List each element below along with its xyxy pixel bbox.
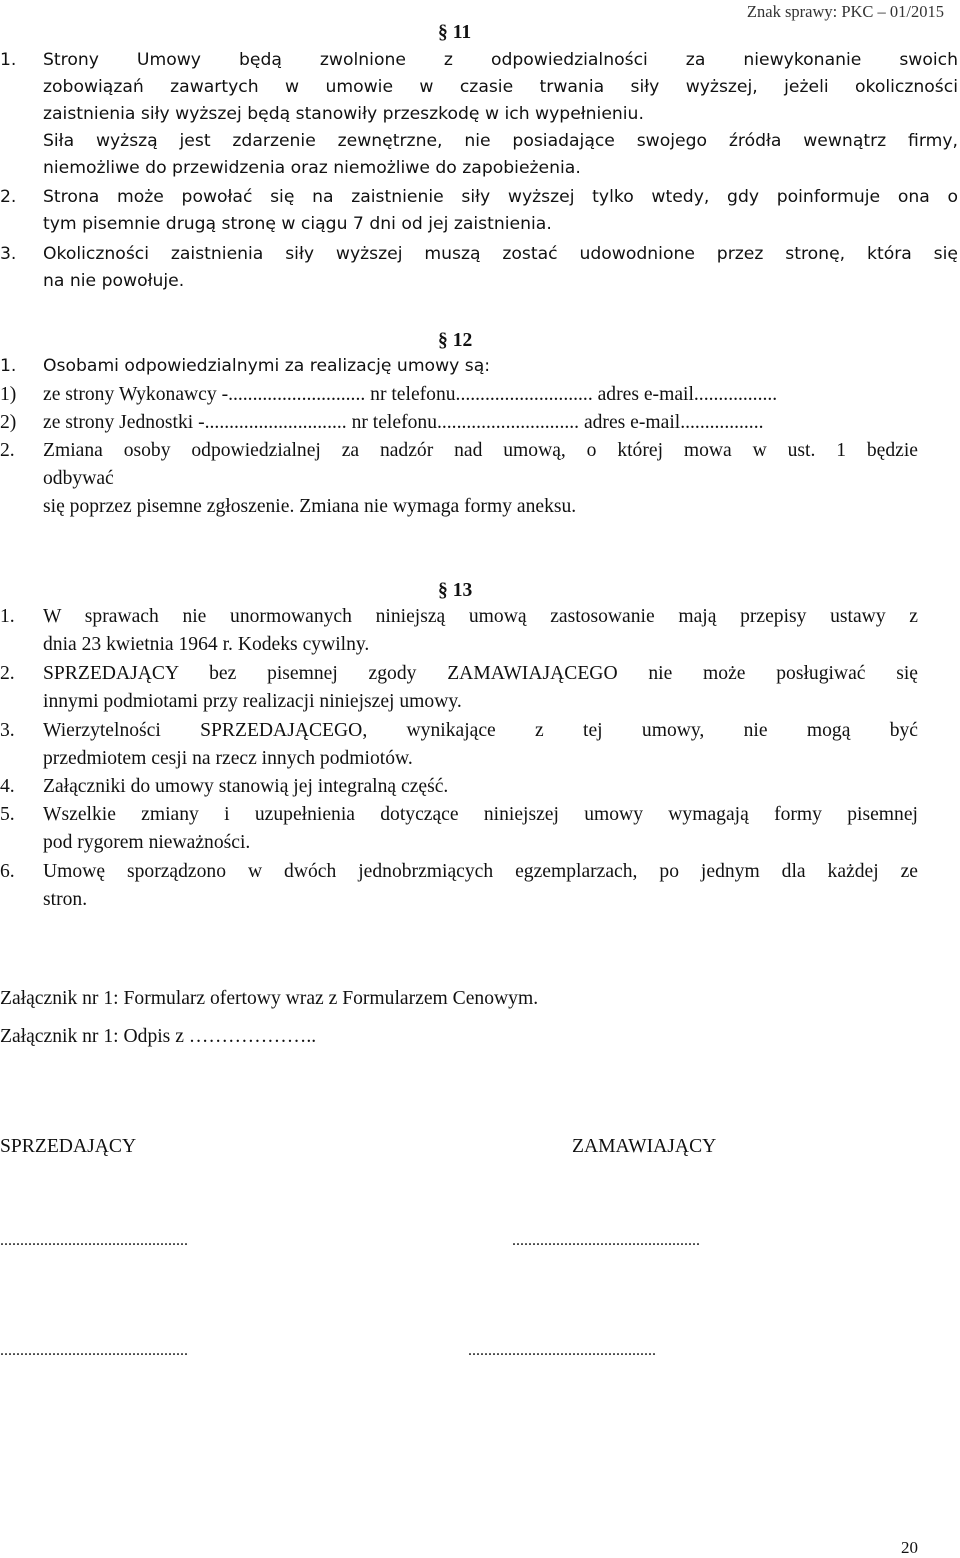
item-number: 1) [0,384,17,405]
text-line: Strony Umowy będą zwolnione z odpowiedzialności za niewykonanie swoich [43,50,958,70]
seller-label: SPRZEDAJĄCY [0,1136,137,1157]
attachment-1: Załącznik nr 1: Formularz ofertowy wraz z Formularzem Cenowym. [0,988,539,1009]
text-line: przedmiotem cesji na rzecz innych podmiotów. [43,748,413,769]
text-line: niemożliwe do przewidzenia oraz niemożliwe do zapobieżenia. [43,158,581,178]
paragraph-number: 1. [0,606,15,627]
paragraph-number: 3. [0,720,15,741]
text-line: Siła wyższą jest zdarzenie zewnętrzne, nie posiadające swojego źródła wewnątrz firmy, [43,131,958,151]
text-line: stron. [43,889,88,910]
text-line: SPRZEDAJĄCY bez pisemnej zgody ZAMAWIAJĄCEGO nie może posługiwać się [43,663,918,684]
section-13-heading: § 13 [438,580,473,601]
paragraph-number: 3. [0,244,17,264]
contact-line-unit: ze strony Jednostki -............................. nr telefonu............................. adres e-mail................. [43,412,764,433]
seller-signature-line: ............................................... [0,1232,188,1249]
section-12-body [0,384,960,564]
section-12-heading: § 12 [438,330,473,351]
section-11-body [0,50,958,310]
paragraph-number: 2. [0,440,15,461]
text-line: na nie powołuje. [43,271,185,291]
page-number: 20 [901,1538,918,1557]
text-line: Osobami odpowiedzialnymi za realizację umowy są: [43,356,491,376]
paragraph-number: 6. [0,861,15,882]
text-line: Umowę sporządzono w dwóch jednobrzmiących egzemplarzach, po jednym dla każdej ze [43,861,918,882]
buyer-label: ZAMAWIAJĄCY [572,1136,717,1157]
buyer-signature-line: ............................................... [512,1232,700,1249]
paragraph-number: 4. [0,776,15,797]
paragraph-number: 5. [0,804,15,825]
text-line: odbywać [43,468,114,489]
paragraph-number: 1. [0,356,17,376]
seller-signature-line-2: ............................................... [0,1342,188,1359]
text-line: zobowiązań zawartych w umowie w czasie trwania siły wyższej, jeżeli okoliczności [43,77,958,97]
paragraph-number: 2. [0,663,15,684]
text-line: Załączniki do umowy stanowią jej integralną część. [43,776,449,797]
text-line: się poprzez pisemne zgłoszenie. Zmiana nie wymaga formy aneksu. [43,496,577,517]
text-line: Strona może powołać się na zaistnienie siły wyższej tylko wtedy, gdy poinformuje ona o [43,187,958,207]
item-number: 2) [0,412,17,433]
text-line: dnia 23 kwietnia 1964 r. Kodeks cywilny. [43,634,370,655]
case-reference: Znak sprawy: PKC – 01/2015 [746,2,944,21]
paragraph-number: 1. [0,50,17,70]
text-line: innymi podmiotami przy realizacji niniejszej umowy. [43,691,462,712]
text-line: tym pisemnie drugą stronę w ciągu 7 dni od jej zaistnienia. [43,214,552,234]
text-line: W sprawach nie unormowanych niniejszą umową zastosowanie mają przepisy ustawy z [43,606,918,627]
text-line: zaistnienia siły wyższej będą stanowiły przeszkodę w ich wypełnieniu. [43,104,644,124]
text-line: Wierzytelności SPRZEDAJĄCEGO, wynikające z tej umowy, nie mogą być [43,720,918,741]
section-11-heading: § 11 [438,22,472,43]
section-13-body [0,606,960,916]
contact-line-contractor: ze strony Wykonawcy -............................ nr telefonu............................ adres e-mail................. [43,384,778,405]
text-line: Zmiana osoby odpowiedzialnej za nadzór nad umową, o której mowa w ust. 1 będzie [43,440,918,461]
text-line: Wszelkie zmiany i uzupełnienia dotyczące niniejszej umowy wymagają formy pisemnej [43,804,918,825]
text-line: Okoliczności zaistnienia siły wyższej muszą zostać udowodnione przez stronę, która się [43,244,958,264]
attachment-2: Załącznik nr 1: Odpis z ……………….. [0,1026,317,1047]
paragraph-number: 2. [0,187,17,207]
buyer-signature-line-2: ............................................... [468,1342,656,1359]
text-line: pod rygorem nieważności. [43,832,251,853]
